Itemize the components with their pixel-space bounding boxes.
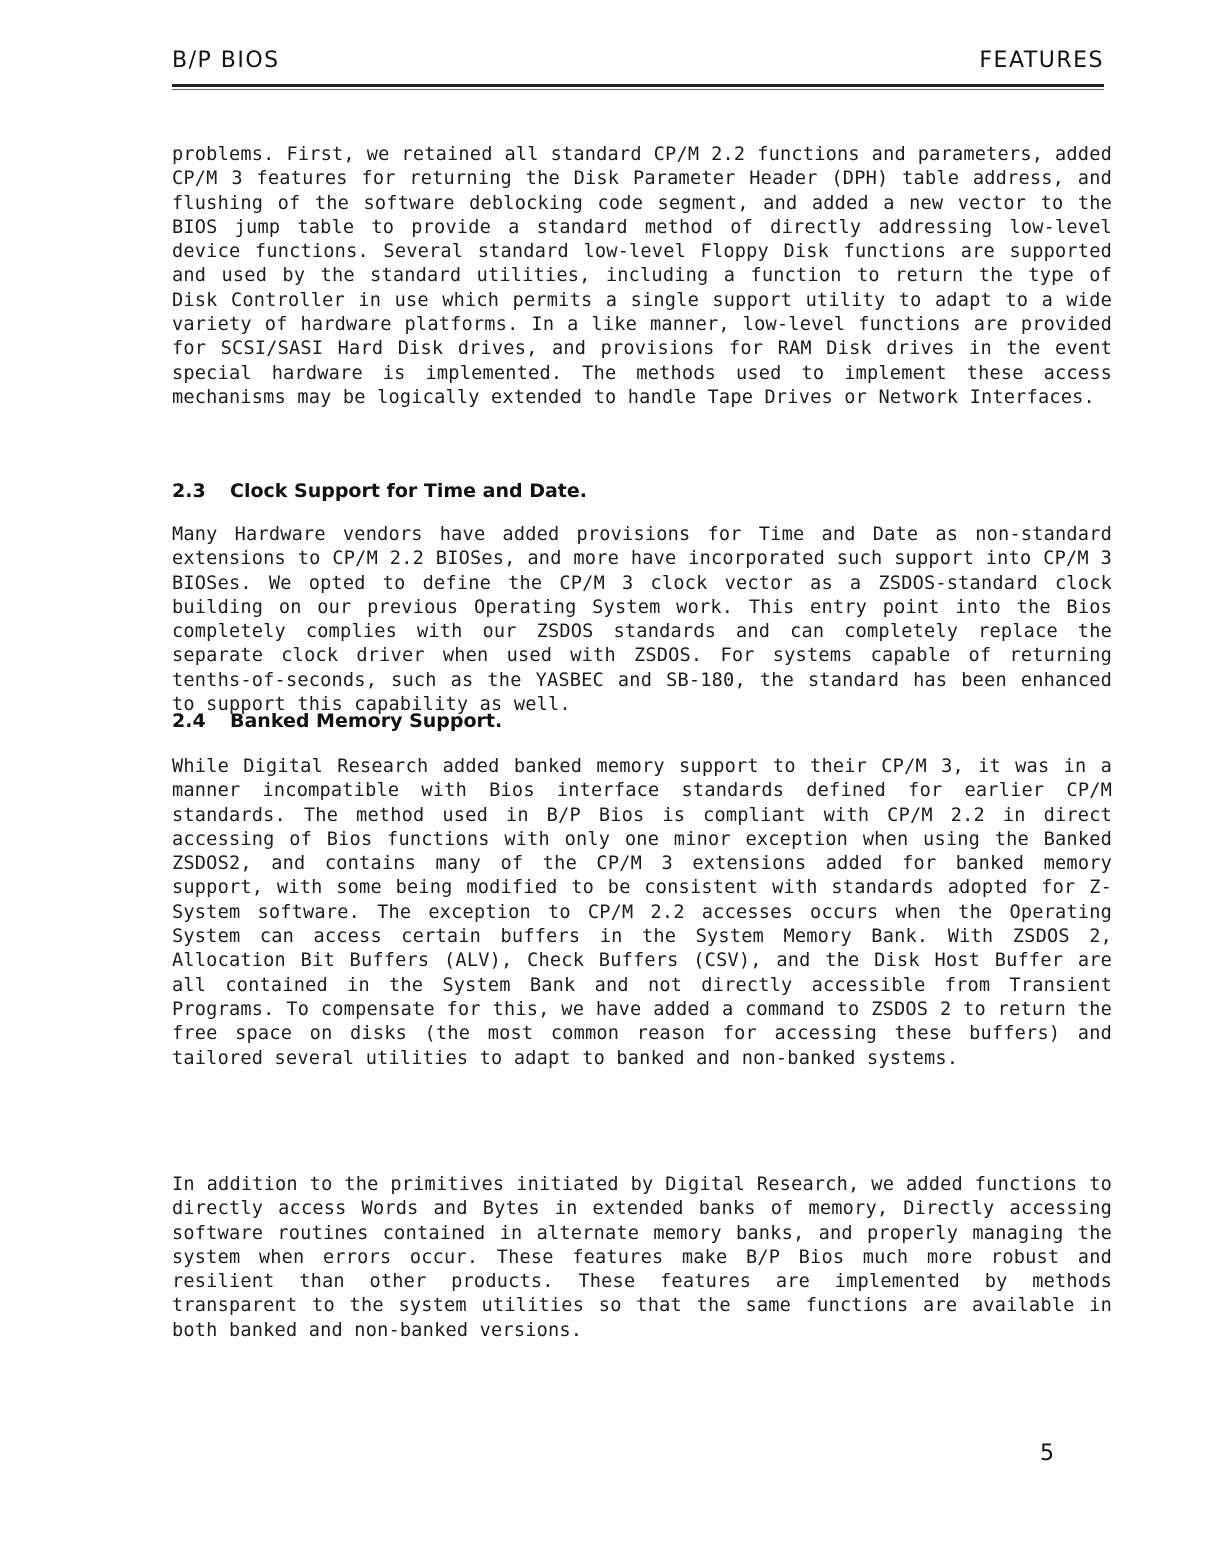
paragraph-4: In addition to the primitives initiated by Digital Research, we added functions to directly access Words and Bytes in extended banks of memory, Directly accessing software routines contained in alternate memory banks, and properly managing the system when errors occur. These features make B/P Bios much more robust and resilient than other products. These features are implemented by methods transparent to the system utilities so that the same functions are available in both banked and non-banked versions. <box>172 1174 1112 1341</box>
section-heading-2-4 <box>172 710 502 732</box>
page-number: 5 <box>1040 1441 1054 1466</box>
paragraph-1: problems. First, we retained all standard CP/M 2.2 functions and parameters, added CP/M 3 features for returning the Disk Parameter Header (DPH) table address, and flushing of the software deblocking code segment, and added a new vector to the BIOS jump table to provide a standard method of directly addressing low-level device functions. Several standard low-level Floppy Disk functions are supported and used by the standard utilities, including a function to return the type of Disk Controller in use which permits a single support utility to adapt to a wide variety of hardware platforms. In a like manner, low-level functions are provided for SCSI/SASI Hard Disk drives, and provisions for RAM Disk drives in the event special hardware is implemented. The methods used to implement these access mechanisms may be logically extended to handle Tape Drives or Network Interfaces. <box>172 144 1112 408</box>
header-rule <box>172 84 1104 87</box>
section-heading-2-3 <box>172 480 587 502</box>
header-title-right: FEATURES <box>979 48 1104 73</box>
paragraph-3: While Digital Research added banked memory support to their CP/M 3, it was in a manner incompatible with Bios interface standards defined for earlier CP/M standards. The method used in B/P Bios is compliant with CP/M 2.2 in direct accessing of Bios functions with only one minor exception when using the Banked ZSDOS2, and contains many of the CP/M 3 extensions added for banked memory support, with some being modified to be consistent with standards adopted for Z-System software. The exception to CP/M 2.2 accesses occurs when the Operating System can access certain buffers in the System Memory Bank. With ZSDOS 2, Allocation Bit Buffers (ALV), Check Buffers (CSV), and the Disk Host Buffer are all contained in the System Bank and not directly accessible from Transient Programs. To compensate for this, we have added a command to ZSDOS 2 to return the free space on disks (the most common reason for accessing these buffers) and tailored several utilities to adapt to banked and non-banked systems. <box>172 756 1112 1069</box>
paragraph-2: Many Hardware vendors have added provisions for Time and Date as non-standard extensions to CP/M 2.2 BIOSes, and more have incorporated such support into CP/M 3 BIOSes. We opted to define the CP/M 3 clock vector as a ZSDOS-standard clock building on our previous Operating System work. This entry point into the Bios completely complies with our ZSDOS standards and can completely replace the separate clock driver when used with ZSDOS. For systems capable of returning tenths-of-seconds, such as the YASBEC and SB-180, the standard has been enhanced to support this capability as well. <box>172 524 1112 716</box>
section-number: 2.3 <box>172 480 206 502</box>
running-header <box>172 48 1104 82</box>
section-title: Banked Memory Support. <box>230 710 503 732</box>
header-title-left: B/P BIOS <box>172 48 280 73</box>
section-number: 2.4 <box>172 710 206 732</box>
header-rule-secondary <box>172 89 1104 90</box>
section-title: Clock Support for Time and Date. <box>230 480 587 502</box>
